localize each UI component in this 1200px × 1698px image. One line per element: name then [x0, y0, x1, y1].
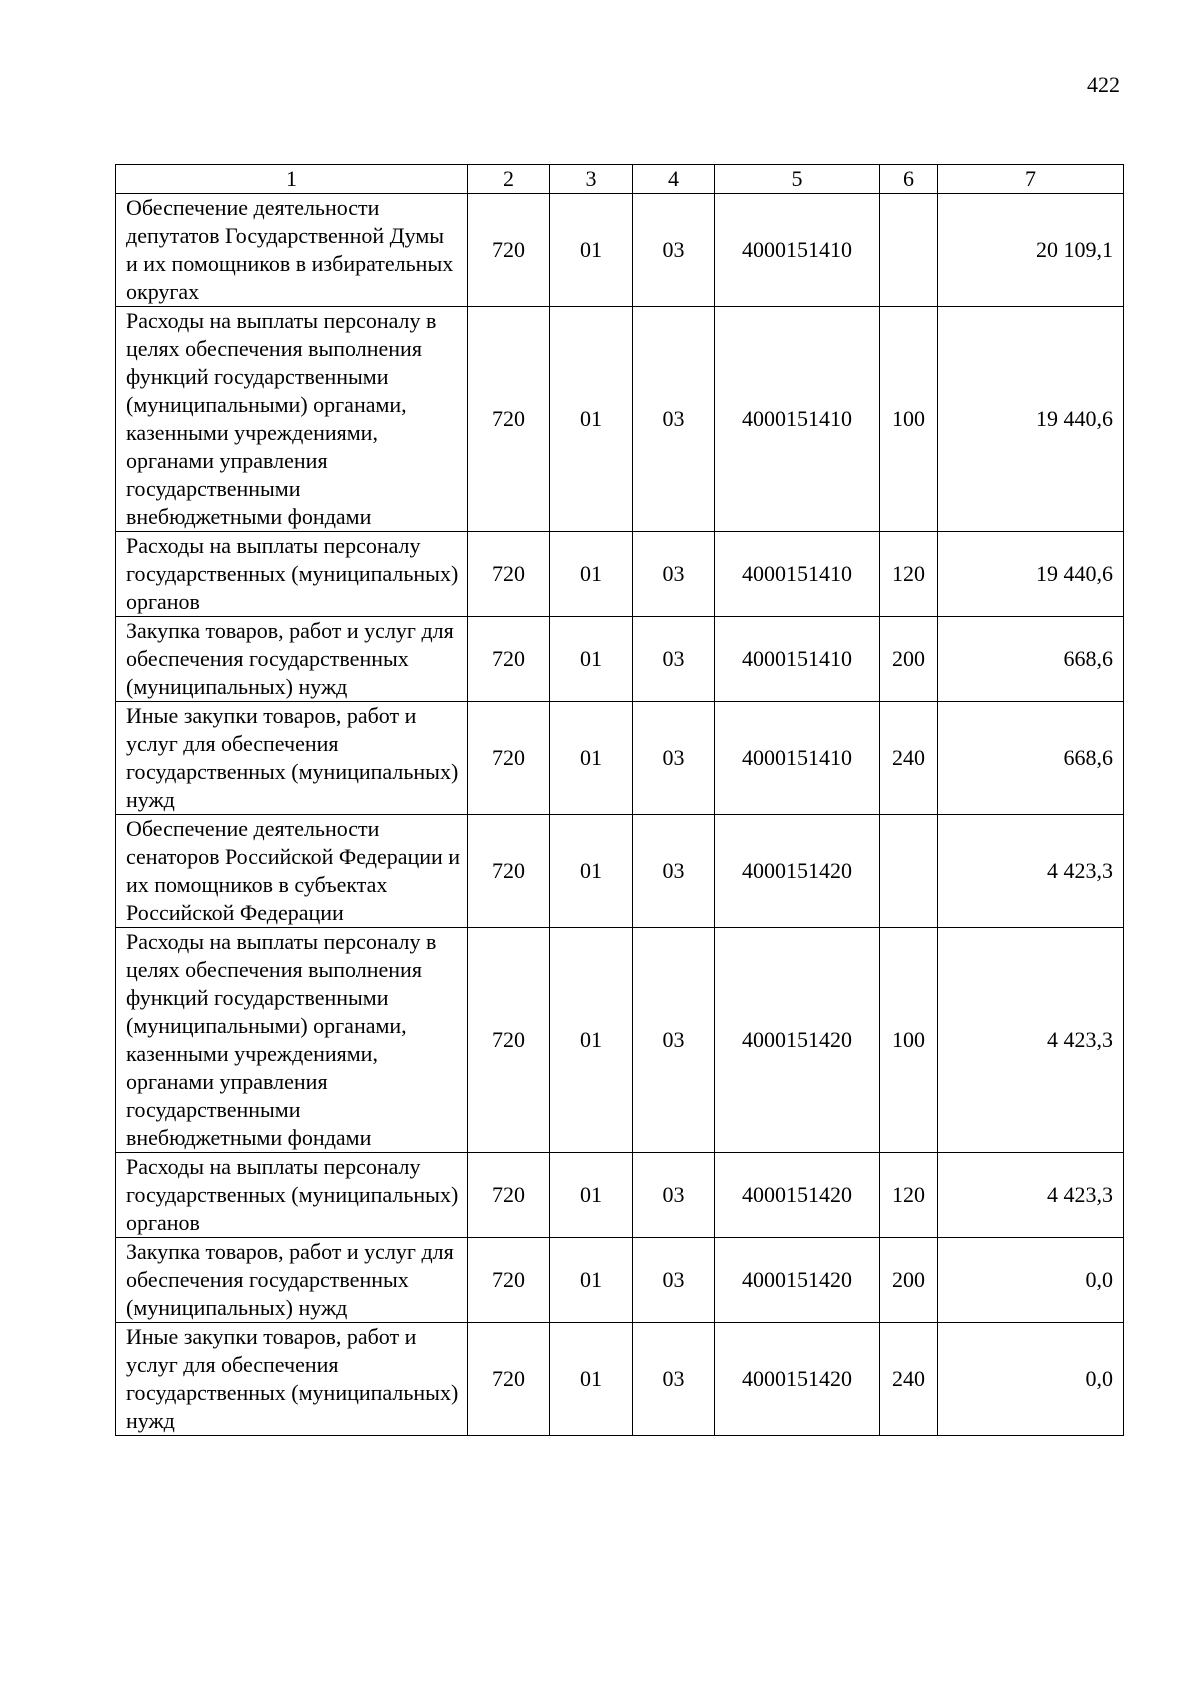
item-name-cell: Обеспечение деятельности депутатов Государственной Думы и их помощников в избирательных округах	[116, 194, 468, 307]
csr-cell: 4000151420	[715, 1153, 880, 1238]
pr-cell: 03	[633, 532, 715, 617]
csr-cell: 4000151410	[715, 307, 880, 532]
rz-cell: 01	[550, 307, 633, 532]
grbs-cell: 720	[468, 194, 550, 307]
csr-cell: 4000151420	[715, 1238, 880, 1323]
rz-cell: 01	[550, 815, 633, 928]
pr-cell: 03	[633, 815, 715, 928]
csr-cell: 4000151420	[715, 815, 880, 928]
csr-cell: 4000151410	[715, 532, 880, 617]
item-name-cell: Закупка товаров, работ и услуг для обеспечения государственных (муниципальных) нужд	[116, 1238, 468, 1323]
vr-cell: 120	[880, 1153, 938, 1238]
vr-cell: 200	[880, 1238, 938, 1323]
vr-cell: 200	[880, 617, 938, 702]
grbs-cell: 720	[468, 1323, 550, 1436]
column-header: 3	[550, 165, 633, 194]
vr-cell: 100	[880, 307, 938, 532]
sum-cell: 4 423,3	[938, 815, 1124, 928]
table-row	[116, 617, 1124, 702]
column-header: 1	[116, 165, 468, 194]
sum-cell: 668,6	[938, 617, 1124, 702]
csr-cell: 4000151410	[715, 194, 880, 307]
sum-cell: 0,0	[938, 1323, 1124, 1436]
pr-cell: 03	[633, 194, 715, 307]
csr-cell: 4000151420	[715, 928, 880, 1153]
pr-cell: 03	[633, 307, 715, 532]
sum-cell: 19 440,6	[938, 532, 1124, 617]
column-header: 4	[633, 165, 715, 194]
table-row	[116, 1323, 1124, 1436]
csr-cell: 4000151420	[715, 1323, 880, 1436]
grbs-cell: 720	[468, 532, 550, 617]
rz-cell: 01	[550, 194, 633, 307]
table-row	[116, 1153, 1124, 1238]
column-header: 2	[468, 165, 550, 194]
grbs-cell: 720	[468, 1238, 550, 1323]
pr-cell: 03	[633, 1238, 715, 1323]
item-name-cell: Расходы на выплаты персоналу государственных (муниципальных) органов	[116, 1153, 468, 1238]
grbs-cell: 720	[468, 1153, 550, 1238]
column-header: 5	[715, 165, 880, 194]
pr-cell: 03	[633, 617, 715, 702]
table-row	[116, 1238, 1124, 1323]
column-header: 6	[880, 165, 938, 194]
sum-cell: 4 423,3	[938, 928, 1124, 1153]
vr-cell: 240	[880, 702, 938, 815]
rz-cell: 01	[550, 1153, 633, 1238]
pr-cell: 03	[633, 702, 715, 815]
item-name-cell: Иные закупки товаров, работ и услуг для обеспечения государственных (муниципальных) нужд	[116, 1323, 468, 1436]
grbs-cell: 720	[468, 617, 550, 702]
sum-cell: 668,6	[938, 702, 1124, 815]
budget-table	[115, 164, 1124, 1436]
grbs-cell: 720	[468, 815, 550, 928]
grbs-cell: 720	[468, 307, 550, 532]
vr-cell: 100	[880, 928, 938, 1153]
table-row	[116, 702, 1124, 815]
sum-cell: 0,0	[938, 1238, 1124, 1323]
csr-cell: 4000151410	[715, 617, 880, 702]
table-row	[116, 532, 1124, 617]
pr-cell: 03	[633, 1153, 715, 1238]
rz-cell: 01	[550, 1323, 633, 1436]
pr-cell: 03	[633, 1323, 715, 1436]
column-header: 7	[938, 165, 1124, 194]
sum-cell: 19 440,6	[938, 307, 1124, 532]
item-name-cell: Расходы на выплаты персоналу в целях обеспечения выполнения функций государственными (муниципальными) органами, казенными учреждениями, органами управления государственными внебюджетными фондами	[116, 307, 468, 532]
item-name-cell: Расходы на выплаты персоналу в целях обеспечения выполнения функций государственными (муниципальными) органами, казенными учреждениями, органами управления государственными внебюджетными фондами	[116, 928, 468, 1153]
item-name-cell: Расходы на выплаты персоналу государственных (муниципальных) органов	[116, 532, 468, 617]
vr-cell	[880, 194, 938, 307]
item-name-cell: Обеспечение деятельности сенаторов Российской Федерации и их помощников в субъектах Российской Федерации	[116, 815, 468, 928]
grbs-cell: 720	[468, 928, 550, 1153]
vr-cell: 120	[880, 532, 938, 617]
csr-cell: 4000151410	[715, 702, 880, 815]
item-name-cell: Закупка товаров, работ и услуг для обеспечения государственных (муниципальных) нужд	[116, 617, 468, 702]
vr-cell	[880, 815, 938, 928]
table-row	[116, 307, 1124, 532]
table-row	[116, 928, 1124, 1153]
sum-cell: 4 423,3	[938, 1153, 1124, 1238]
table-row	[116, 194, 1124, 307]
pr-cell: 03	[633, 928, 715, 1153]
rz-cell: 01	[550, 702, 633, 815]
page-number: 422	[1087, 72, 1120, 97]
sum-cell: 20 109,1	[938, 194, 1124, 307]
rz-cell: 01	[550, 1238, 633, 1323]
grbs-cell: 720	[468, 702, 550, 815]
vr-cell: 240	[880, 1323, 938, 1436]
rz-cell: 01	[550, 532, 633, 617]
rz-cell: 01	[550, 928, 633, 1153]
rz-cell: 01	[550, 617, 633, 702]
table-header-row	[116, 165, 1124, 194]
table-row	[116, 815, 1124, 928]
item-name-cell: Иные закупки товаров, работ и услуг для обеспечения государственных (муниципальных) нужд	[116, 702, 468, 815]
